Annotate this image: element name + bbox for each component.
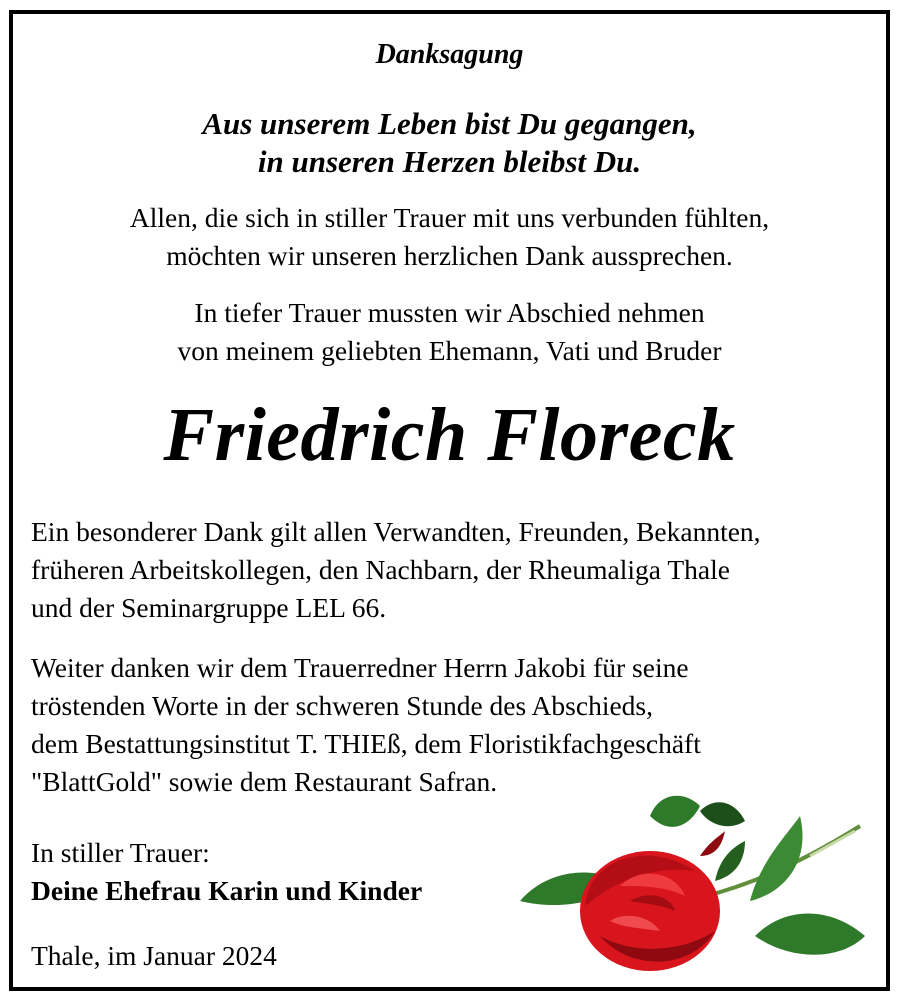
signature-place-date: Thale, im Januar 2024 — [31, 940, 277, 971]
rose-sepal — [700, 831, 725, 856]
leaf — [650, 796, 700, 827]
motto-line-1: Aus unserem Leben bist Du gegangen, — [202, 106, 697, 141]
thanks-intro-line-1: Allen, die sich in stiller Trauer mit uns verbunden fühlten, — [129, 202, 770, 233]
red-rose-image — [510, 786, 870, 976]
deceased-name: Friedrich Floreck — [163, 393, 736, 477]
obituary-notice — [9, 10, 890, 991]
farewell-line-1: In tiefer Trauer mussten wir Abschied nehmen — [194, 297, 705, 328]
leaf — [755, 914, 865, 955]
special-thanks-line-2: früheren Arbeitskollegen, den Nachbarn, der Rheumaliga Thale — [31, 554, 730, 585]
rose-stem-tip — [810, 831, 855, 856]
further-thanks-line-1: Weiter danken wir dem Trauerredner Herrn Jakobi für seine — [31, 652, 689, 683]
leaf — [700, 802, 745, 826]
leaf — [715, 841, 745, 881]
leaf — [750, 816, 803, 901]
further-thanks-line-4: "BlattGold" sowie dem Restaurant Safran. — [31, 766, 498, 797]
motto-line-2: in unseren Herzen bleibst Du. — [257, 144, 642, 179]
further-thanks-line-3: dem Bestattungsinstitut T. THIEß, dem Floristikfachgeschäft — [31, 728, 701, 759]
heading: Danksagung — [375, 39, 524, 70]
signature-mourners: Deine Ehefrau Karin und Kinder — [31, 875, 423, 906]
thanks-intro-line-2: möchten wir unseren herzlichen Dank aussprechen. — [166, 240, 733, 271]
special-thanks-line-3: und der Seminargruppe LEL 66. — [31, 592, 387, 623]
special-thanks-line-1: Ein besonderer Dank gilt allen Verwandten, Freunden, Bekannten, — [31, 516, 761, 547]
signature-intro: In stiller Trauer: — [31, 837, 210, 868]
farewell-line-2: von meinem geliebten Ehemann, Vati und Bruder — [177, 335, 722, 366]
further-thanks-line-2: tröstenden Worte in der schweren Stunde des Abschieds, — [31, 690, 653, 721]
